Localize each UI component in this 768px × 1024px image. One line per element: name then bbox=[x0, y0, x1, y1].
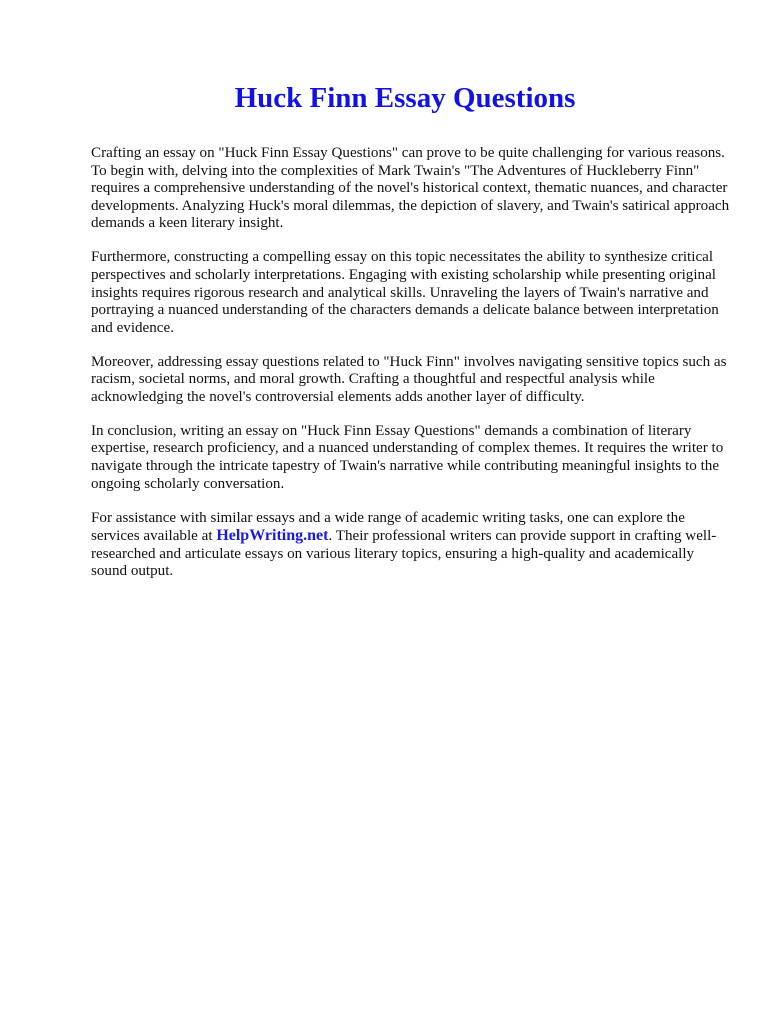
helpwriting-link[interactable]: HelpWriting.net bbox=[216, 527, 329, 545]
paragraph-moreover: Moreover, addressing essay questions related to "Huck Finn" involves navigating sensitive topics such as racism, societal norms, and moral growth. Crafting a thoughtful and respectful analysis while acknowledging the novel's controversial elements adds another layer of difficulty. bbox=[91, 353, 727, 405]
assistance-text-before-link: For assistance with similar essays and a wide range of academic writing tasks, one can explore the services available at bbox=[91, 509, 685, 545]
document-body bbox=[91, 145, 731, 597]
page-title: Huck Finn Essay Questions bbox=[234, 82, 576, 114]
paragraph-assistance bbox=[91, 510, 731, 581]
paragraph-intro: Crafting an essay on "Huck Finn Essay Questions" can prove to be quite challenging for various reasons. To begin with, delving into the complexities of Mark Twain's "The Adventures of Huckleberry Finn" requires a comprehensive understanding of the novel's historical context, thematic nuances, and character developments. Analyzing Huck's moral dilemmas, the depiction of slavery, and Twain's satirical approach demands a keen literary insight. bbox=[91, 145, 730, 232]
paragraph-furthermore: Furthermore, constructing a compelling essay on this topic necessitates the ability to synthesize critical perspectives and scholarly interpretations. Engaging with existing scholarship while presenting original insights requires rigorous research and analytical skills. Unraveling the layers of Twain's narrative and portraying a nuanced understanding of the characters demands a delicate balance between interpretation and evidence. bbox=[91, 249, 719, 336]
paragraph-conclusion: In conclusion, writing an essay on "Huck Finn Essay Questions" demands a combination of literary expertise, research proficiency, and a nuanced understanding of complex themes. It requires the writer to navigate through the intricate tapestry of Twain's narrative while contributing meaningful insights to the ongoing scholarly conversation. bbox=[91, 422, 724, 492]
assistance-text-after-link: . Their professional writers can provide support in crafting well-researched and articulate essays on various literary topics, ensuring a high-quality and academically sound output. bbox=[91, 528, 717, 580]
